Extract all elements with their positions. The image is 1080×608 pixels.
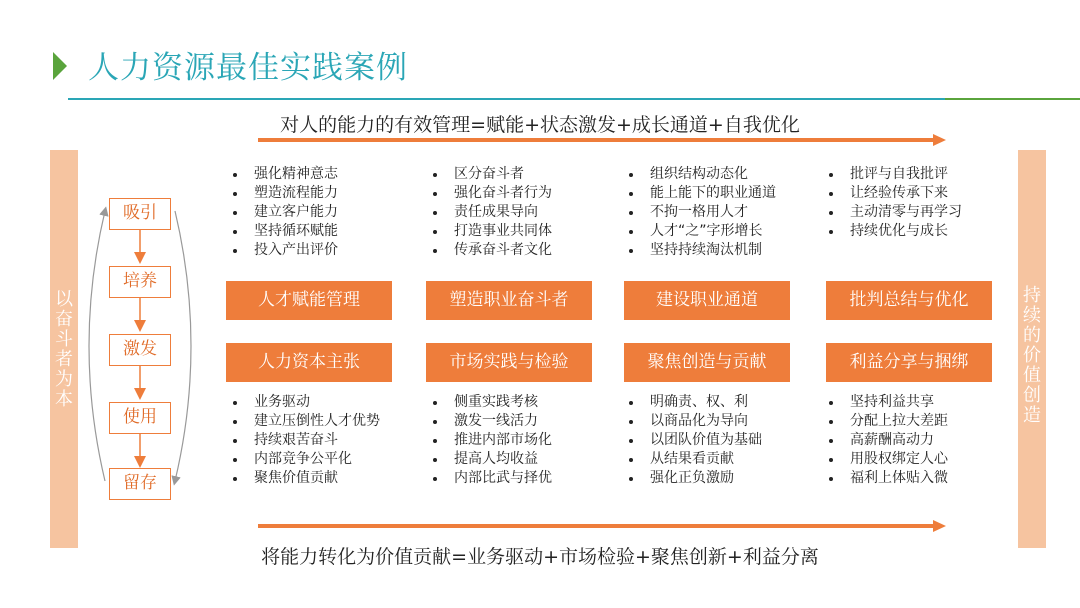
list-item: 能上能下的职业通道	[626, 184, 776, 203]
list-item: 不拘一格用人才	[626, 203, 776, 222]
list-item: 业务驱动	[230, 393, 380, 412]
list-item: 分配上拉大差距	[826, 412, 948, 431]
list-item: 侧重实践考核	[430, 393, 552, 412]
cycle-stage-use: 使用	[109, 402, 171, 434]
list-item: 用股权绑定人心	[826, 450, 948, 469]
list-item: 激发一线活力	[430, 412, 552, 431]
col1-top-list	[230, 165, 338, 260]
list-item: 塑造流程能力	[230, 184, 338, 203]
col4-bottom-label: 利益分享与捆绑	[826, 343, 992, 382]
talent-cycle	[85, 186, 200, 506]
list-item: 持续艰苦奋斗	[230, 431, 380, 450]
list-item: 以团队价值为基础	[626, 431, 762, 450]
title-arrow-icon	[53, 52, 67, 80]
right-side-label: 持续的价值创造	[1023, 285, 1041, 426]
col3-bottom-list	[626, 393, 762, 488]
list-item: 组织结构动态化	[626, 165, 776, 184]
list-item: 责任成果导向	[430, 203, 552, 222]
list-item: 打造事业共同体	[430, 222, 552, 241]
page-title: 人力资源最佳实践案例	[88, 50, 408, 86]
cycle-stage-attract: 吸引	[109, 198, 171, 230]
col3-bottom-label: 聚焦创造与贡献	[624, 343, 790, 382]
list-item: 批评与自我批评	[826, 165, 962, 184]
col2-top-label: 塑造职业奋斗者	[426, 281, 592, 320]
header-rule	[68, 98, 945, 100]
list-item: 提高人均收益	[430, 450, 552, 469]
list-item: 强化精神意志	[230, 165, 338, 184]
col2-bottom-list	[430, 393, 552, 488]
list-item: 内部竞争公平化	[230, 450, 380, 469]
top-statement: 对人的能力的有效管理=赋能+状态激发+成长通道+自我优化	[280, 114, 800, 136]
cycle-stage-motivate: 激发	[109, 334, 171, 366]
list-item: 以商品化为导向	[626, 412, 762, 431]
list-item: 投入产出评价	[230, 241, 338, 260]
col2-bottom-label: 市场实践与检验	[426, 343, 592, 382]
list-item: 内部比武与择优	[430, 469, 552, 488]
header-rule-accent	[945, 98, 1080, 100]
list-item: 福利上体贴入微	[826, 469, 948, 488]
cycle-stage-retain: 留存	[109, 468, 171, 500]
col1-bottom-label: 人力资本主张	[226, 343, 392, 382]
list-item: 推进内部市场化	[430, 431, 552, 450]
col4-bottom-list	[826, 393, 948, 488]
bottom-statement: 将能力转化为价值贡献=业务驱动+市场检验+聚焦创新+利益分离	[261, 546, 819, 568]
list-item: 明确责、权、利	[626, 393, 762, 412]
list-item: 坚持持续淘汰机制	[626, 241, 776, 260]
col4-top-list	[826, 165, 962, 241]
list-item: 坚持循环赋能	[230, 222, 338, 241]
list-item: 建立压倒性人才优势	[230, 412, 380, 431]
list-item: 从结果看贡献	[626, 450, 762, 469]
list-item: 区分奋斗者	[430, 165, 552, 184]
list-item: 强化奋斗者行为	[430, 184, 552, 203]
col3-top-list	[626, 165, 776, 260]
list-item: 建立客户能力	[230, 203, 338, 222]
col4-top-label: 批判总结与优化	[826, 281, 992, 320]
list-item: 聚焦价值贡献	[230, 469, 380, 488]
cycle-stage-develop: 培养	[109, 266, 171, 298]
list-item: 强化正负激励	[626, 469, 762, 488]
col3-top-label: 建设职业通道	[624, 281, 790, 320]
list-item: 坚持利益共享	[826, 393, 948, 412]
bottom-flow-arrow-icon	[258, 520, 946, 532]
top-flow-arrow-icon	[258, 134, 946, 146]
col1-top-label: 人才赋能管理	[226, 281, 392, 320]
list-item: 传承奋斗者文化	[430, 241, 552, 260]
list-item: 让经验传承下来	[826, 184, 962, 203]
list-item: 人才“之”字形增长	[626, 222, 776, 241]
col1-bottom-list	[230, 393, 380, 488]
col2-top-list	[430, 165, 552, 260]
list-item: 高薪酬高动力	[826, 431, 948, 450]
list-item: 持续优化与成长	[826, 222, 962, 241]
left-side-label: 以奋斗者为本	[55, 289, 73, 410]
list-item: 主动清零与再学习	[826, 203, 962, 222]
